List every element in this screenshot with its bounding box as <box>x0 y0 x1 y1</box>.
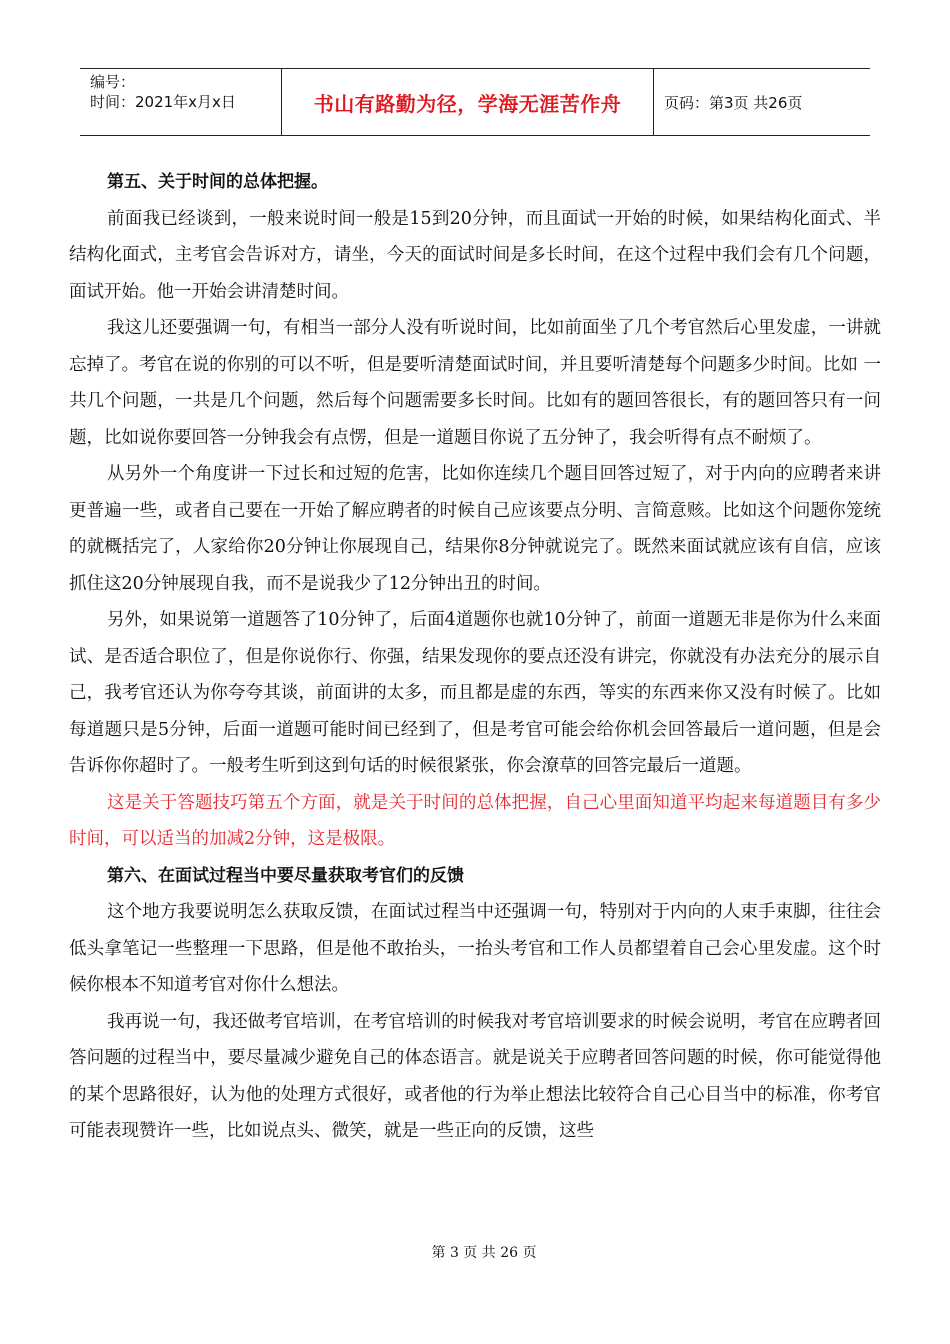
number-label: 编号： <box>90 73 136 91</box>
header-page-cell <box>654 69 870 135</box>
motto: 书山有路勤为径，学海无涯苦作舟 <box>313 91 622 116</box>
paragraph: 前面我已经谈到，一般来说时间一般是15到20分钟，而且面试一开始的时候，如果结构化面式、半结构化面式，主考官会告诉对方，请坐，今天的面试时间是多长时间，在这个过程中我们会有几个问题，面试开始。他一开始会讲清楚时间。 <box>69 208 881 302</box>
date-label: 时间：2021年x月x日 <box>90 93 236 111</box>
section-heading: 第五、关于时间的总体把握。 <box>107 172 328 192</box>
paragraph: 另外，如果说第一道题答了10分钟了，后面4道题你也就10分钟了，前面一道题无非是你为什么来面试、是否适合职位了，但是你说你行、你强，结果发现你的要点还没有讲完，你就没有办法充分的展示自己，我考官还认为你夸夸其谈，前面讲的太多，而且都是虚的东西，等实的东西来你又没有时候了。比如每道题只是5分钟，后面一道题可能时间已经到了，但是考官可能会给你机会回答最后一道问题，但是会告诉你你超时了。一般考生听到这到句话的时候很紧张，你会潦草的回答完最后一道题。 <box>69 610 881 776</box>
paragraph: 从另外一个角度讲一下过长和过短的危害，比如你连续几个题目回答过短了，对于内向的应聘者来讲更普遍一些，或者自己要在一开始了解应聘者的时候自己应该要点分明、言简意赅。比如这个问题你笼统的就概括完了，人家给你20分钟让你展现自己，结果你8分钟就说完了。既然来面试就应该有自信，应该抓住这20分钟展现自我，而不是说我少了12分钟出丑的时间。 <box>69 464 881 594</box>
paragraph: 我再说一句，我还做考官培训，在考官培训的时候我对考官培训要求的时候会说明，考官在应聘者回答问题的过程当中，要尽量减少避免自己的体态语言。就是说关于应聘者回答问题的时候，你可能觉得他的某个思路很好，认为他的处理方式很好，或者他的行为举止想法比较符合自己心目当中的标准，你考官可能表现赞许一些，比如说点头、微笑，就是一些正向的反馈，这些 <box>69 1011 881 1141</box>
page-label: 页码：第3页 共26页 <box>664 93 803 112</box>
section-heading: 第六、在面试过程当中要尽量获取考官们的反馈 <box>107 865 464 886</box>
page-footer: 第 3 页 共 26 页 <box>431 1245 537 1261</box>
header-motto-cell <box>282 69 654 135</box>
page-header <box>80 68 870 136</box>
header-meta <box>80 69 282 135</box>
document-body <box>69 164 881 1150</box>
paragraph: 我这儿还要强调一句，有相当一部分人没有听说时间，比如前面坐了几个考官然后心里发虚，一讲就忘掉了。考官在说的你别的可以不听，但是要听清楚面试时间，并且要听清楚每个问题多少时间。比如 一共几个问题，一共是几个问题，然后每个问题需要多长时间。比如有的题回答很长，有的题回答只有一问题，比如说你要回答一分钟我会有点愣，但是一道题目你说了五分钟了，我会听得有点不耐烦了。 <box>69 318 881 448</box>
highlight-paragraph: 这是关于答题技巧第五个方面，就是关于时间的总体把握，自己心里面知道平均起来每道题目有多少时间，可以适当的加减2分钟，这是极限。 <box>69 792 881 849</box>
paragraph: 这个地方我要说明怎么获取反馈，在面试过程当中还强调一句，特别对于内向的人束手束脚，往往会低头拿笔记一些整理一下思路，但是他不敢抬头，一抬头考官和工作人员都望着自己会心里发虚。这个时候你根本不知道考官对你什么想法。 <box>69 902 881 995</box>
